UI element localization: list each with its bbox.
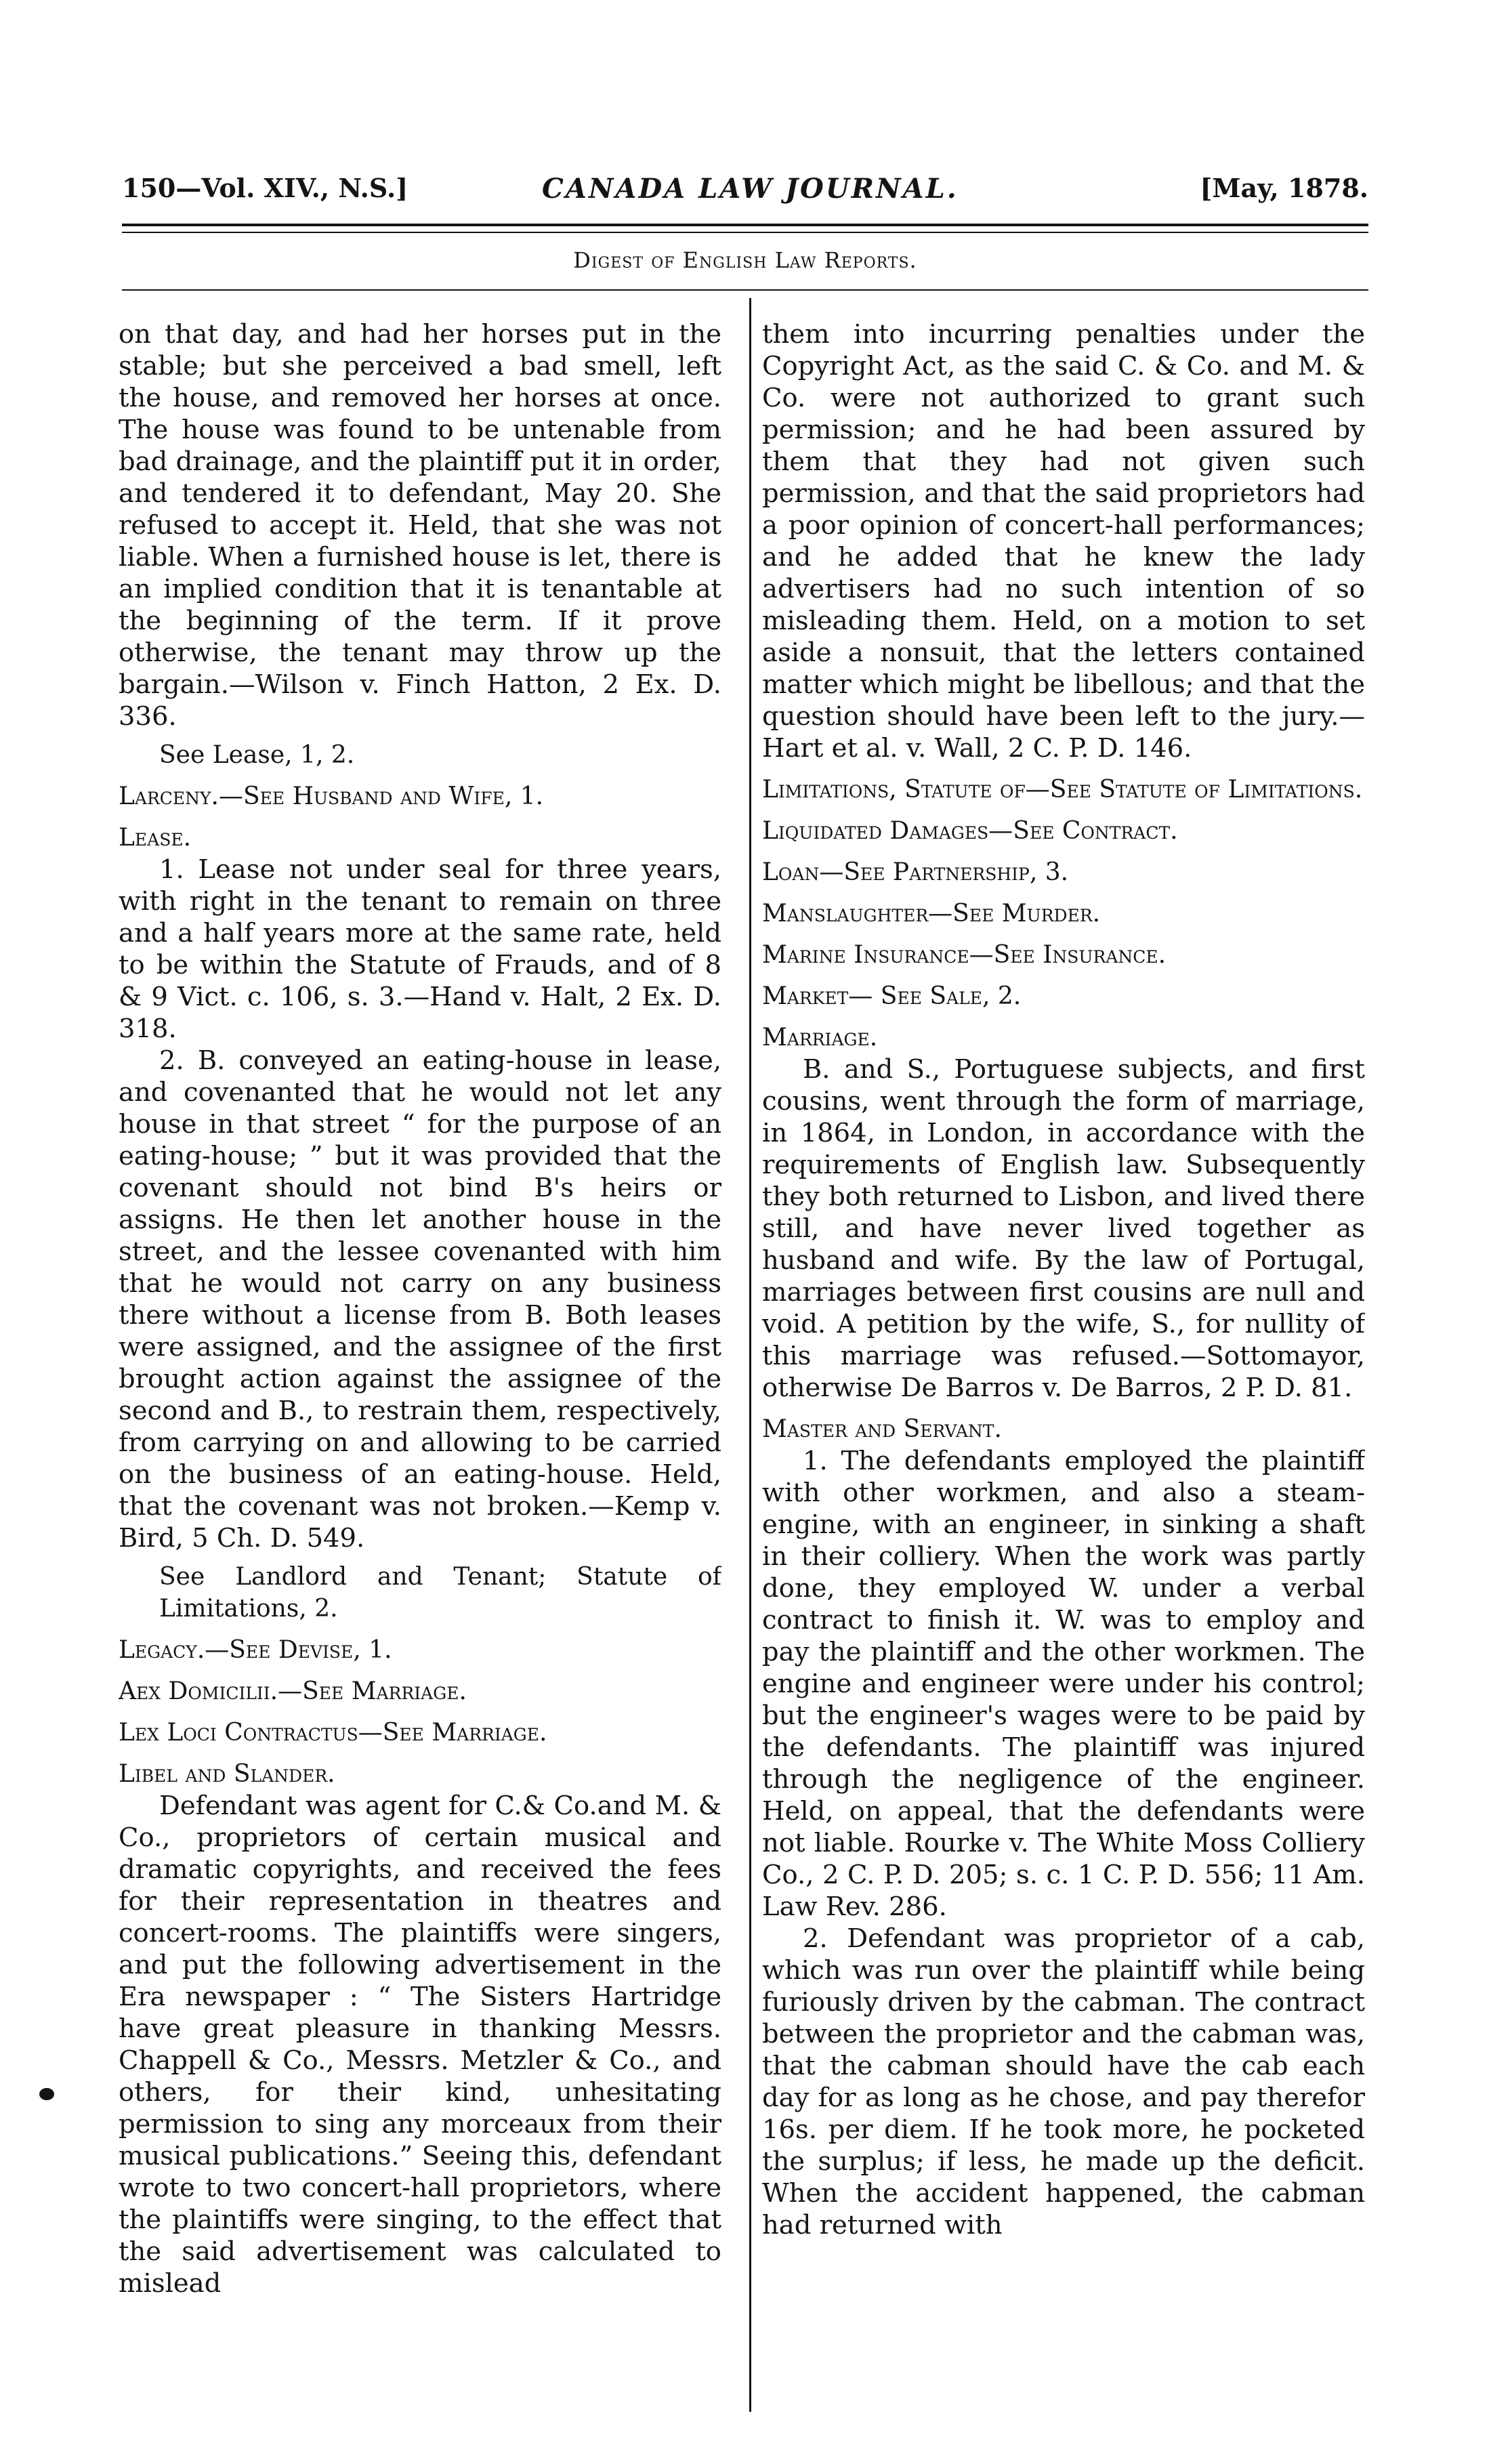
page-header bbox=[122, 173, 1368, 213]
entry-heading: Larceny.—See Husband and Wife, 1. bbox=[119, 782, 544, 810]
column-divider bbox=[749, 298, 751, 2412]
issue-date: [May, 1878. bbox=[1200, 173, 1368, 203]
entry-heading: Limitations, Statute of—See Statute of Limitations. bbox=[762, 776, 1363, 803]
section-title: Digest of English Law Reports. bbox=[573, 247, 917, 273]
entry-heading: Libel and Slander. bbox=[119, 1760, 335, 1788]
page-number-volume: 150—Vol. XIV., N.S.] bbox=[122, 173, 408, 203]
margin-ink-mark bbox=[39, 2088, 54, 2100]
header-rule-thin bbox=[122, 232, 1368, 233]
digest-paragraph: them into incurring penalties under the Copyright Act, as the said C. & Co. and M. & Co. were not authorized to grant such permission; and he had been assured by them that they had not given such permission, and that the said proprietors had a poor opinion of concert-hall performances; and he added that he knew the lady advertisers had no such intention of so misleading them. Held, on a motion to set aside a nonsuit, that the letters contained matter which might be libellous; and that the question should have been left to the jury.—Hart et al. v. Wall, 2 C. P. D. 146. bbox=[762, 319, 1365, 764]
entry-heading: Lex Loci Contractus—See Marriage. bbox=[119, 1719, 547, 1747]
entry-heading: Market— See Sale, 2. bbox=[762, 982, 1022, 1010]
entry-heading: Master and Servant. bbox=[762, 1415, 1002, 1443]
section-rule bbox=[122, 289, 1368, 291]
entry-heading: Loan—See Partnership, 3. bbox=[762, 858, 1069, 886]
entry-heading: Lease. bbox=[119, 824, 192, 852]
journal-title: CANADA LAW JOURNAL. bbox=[542, 173, 959, 205]
left-column bbox=[119, 318, 721, 2419]
entry-heading: Marriage. bbox=[762, 1024, 878, 1051]
digest-paragraph: 2. B. conveyed an eating-house in lease, and covenanted that he would not let any house in that street “ for the purpose of an eating-house; ” but it was provided that the covenant should not bind B's heirs or assigns. He then let another house in the street, and the lessee covenanted with him that he would not carry on any business there without a license from B. Both leases were assigned, and the assignee of the first brought action against the assignee of the second and B., to restrain them, respectively, from carrying on and allowing to be carried on the business of an eating-house. Held, that the covenant was not broken.—Kemp v. Bird, 5 Ch. D. 549. bbox=[119, 1045, 721, 1553]
cross-reference: See Landlord and Tenant; Statute of Limitations, 2. bbox=[159, 1563, 721, 1623]
right-column bbox=[762, 318, 1365, 2419]
digest-paragraph: on that day, and had her horses put in the stable; but she perceived a bad smell, left the house, and removed her horses at once. The house was found to be untenable from bad drainage, and the plaintiff put it in order, and tendered it to defendant, May 20. She refused to accept it. Held, that she was not liable. When a furnished house is let, there is an implied condition that it is tenantable at the beginning of the term. If it prove otherwise, the tenant may throw up the bargain.—Wilson v. Finch Hatton, 2 Ex. D. 336. bbox=[119, 319, 721, 732]
digest-paragraph: 2. Defendant was proprietor of a cab, which was run over the plaintiff while being furiously driven by the cabman. The contract between the proprietor and the cabman was, that the cabman should have the cab each day for as long as he chose, and pay therefor 16s. per diem. If he took more, he pocketed the surplus; if less, he made up the deficit. When the accident happened, the cabman had returned with bbox=[762, 1923, 1365, 2240]
entry-heading: Liquidated Damages—See Contract. bbox=[762, 817, 1178, 845]
cross-reference: See Lease, 1, 2. bbox=[159, 741, 355, 769]
entry-heading: Legacy.—See Devise, 1. bbox=[119, 1636, 392, 1664]
digest-paragraph: 1. The defendants employed the plaintiff with other workmen, and also a steam-engine, with an engineer, in sinking a shaft in their colliery. When the work was partly done, they employed W. under a verbal contract to finish it. W. was to employ and pay the plaintiff and the other workmen. The engine and engineer were under his control; but the engineer's wages were to be paid by the defendants. The plaintiff was injured through the negligence of the engineer. Held, on appeal, that the defendants were not liable. Rourke v. The White Moss Colliery Co., 2 C. P. D. 205; s. c. 1 C. P. D. 556; 11 Am. Law Rev. 286. bbox=[762, 1446, 1365, 1922]
entry-heading: Manslaughter—See Murder. bbox=[762, 900, 1101, 927]
digest-paragraph: B. and S., Portuguese subjects, and first cousins, went through the form of marriage, in 1864, in London, in accordance with the requirements of English law. Subsequently they both returned to Lisbon, and lived there still, and have never lived together as husband and wife. By the law of Portugal, marriages between first cousins are null and void. A petition by the wife, S., for nullity of this marriage was refused.—Sottomayor, otherwise De Barros v. De Barros, 2 P. D. 81. bbox=[762, 1054, 1365, 1403]
digest-paragraph: 1. Lease not under seal for three years, with right in the tenant to remain on three and a half years more at the same rate, held to be within the Statute of Frauds, and of 8 & 9 Vict. c. 106, s. 3.—Hand v. Halt, 2 Ex. D. 318. bbox=[119, 854, 721, 1044]
header-rule-thick bbox=[122, 224, 1368, 226]
entry-heading: Aex Domicilii.—See Marriage. bbox=[119, 1677, 467, 1705]
entry-heading: Marine Insurance—See Insurance. bbox=[762, 941, 1167, 969]
digest-paragraph: Defendant was agent for C.& Co.and M. & Co., proprietors of certain musical and dramatic copyrights, and received the fees for their representation in theatres and concert-rooms. The plaintiffs were singers, and put the following advertisement in the Era newspaper : “ The Sisters Hartridge have great pleasure in thanking Messrs. Chappell & Co., Messrs. Metzler & Co., and others, for their kind, unhesitating permission to sing any morceaux from their musical publications.” Seeing this, defendant wrote to two concert-hall proprietors, where the plaintiffs were singing, to the effect that the said advertisement was calculated to mislead bbox=[119, 1791, 721, 2299]
